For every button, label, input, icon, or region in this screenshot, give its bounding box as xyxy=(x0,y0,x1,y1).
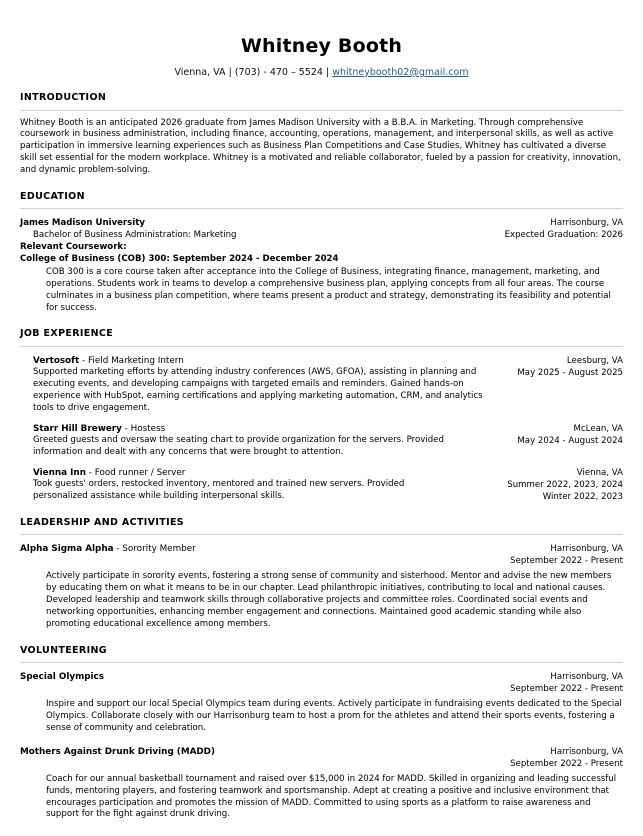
job-org: Vienna Inn xyxy=(33,467,86,478)
leadership-org: Alpha Sigma Alpha xyxy=(20,544,114,555)
job-role: Food runner / Server xyxy=(94,467,186,478)
education-course-description: COB 300 is a core course taken after acceptance into the College of Business, integrating finance, management, marketing, and operations. Students work in teams to develop a comprehensive business plan, applying concepts from all four areas. The course culminates in a business plan competition, where teams present a product and strategy, demonstrating its feasibility and potential for success. xyxy=(46,267,611,313)
leadership-header-row xyxy=(20,543,623,567)
job-sep: - xyxy=(85,467,95,478)
contact-phone: (703) - 470 – 5524 xyxy=(234,66,323,78)
volunteering-location: Harrisonburg, VA xyxy=(550,746,623,757)
job-dates: May 2025 - August 2025 xyxy=(517,368,623,379)
education-row-degree xyxy=(20,229,623,241)
contact-line xyxy=(20,57,623,78)
job-description: Supported marketing efforts by attending industry conferences (AWS, GFOA), assisting in planning and executing events, and developing campaigns with targeted emails and reminders. Gained hands-on experience with HubSpot, earning certifications and applying marketing automation, CRM, and analytics tools to drive engagement. xyxy=(33,367,483,413)
leadership-title-line xyxy=(20,543,498,555)
volunteering-entry xyxy=(20,663,623,735)
section-heading-leadership: LEADERSHIP AND ACTIVITIES xyxy=(20,517,185,528)
section-heading-education: EDUCATION xyxy=(20,190,85,202)
job-location: Vienna, VA xyxy=(576,467,623,478)
education-graduation: Expected Graduation: 2026 xyxy=(504,229,623,240)
education-row-school xyxy=(20,217,623,229)
volunteering-header-row xyxy=(20,746,623,770)
job-body-row xyxy=(20,479,623,503)
job-entry xyxy=(20,459,623,503)
leadership-dates: September 2022 - Present xyxy=(510,556,623,567)
job-description: Greeted guests and oversaw the seating chart to provide organization for the servers. Provided information and dealt with any concerns that were brought to attention. xyxy=(33,434,444,457)
leadership-role: Sorority Member xyxy=(122,544,196,555)
volunteering-dates: September 2022 - Present xyxy=(510,684,623,695)
job-entry xyxy=(20,415,623,459)
volunteering-title-line xyxy=(20,746,498,758)
section-heading-introduction: INTRODUCTION xyxy=(20,92,107,104)
email-link[interactable]: whitneybooth02@gmail.com xyxy=(332,66,469,78)
job-location: McLean, VA xyxy=(573,423,623,434)
job-role: Field Marketing Intern xyxy=(87,355,184,366)
job-header-row xyxy=(20,423,623,435)
volunteering-header-row xyxy=(20,671,623,695)
page-title: Whitney Booth xyxy=(240,35,403,57)
education-entry xyxy=(20,209,623,315)
job-dates: Summer 2022, 2023, 2024 xyxy=(507,479,623,490)
job-sep: - xyxy=(79,355,88,366)
job-description: Took guests' orders, restocked inventory, mentored and trained new servers. Provided personalized assistance while building interpersonal skills. xyxy=(33,478,405,501)
volunteering-dates: September 2022 - Present xyxy=(510,758,623,769)
section-heading-volunteering: VOLUNTEERING xyxy=(20,644,107,656)
job-title-line xyxy=(33,355,555,367)
job-header-row xyxy=(20,355,623,367)
job-sep: - xyxy=(121,423,131,434)
contact-location: Vienna, VA xyxy=(174,66,226,78)
volunteering-org: Mothers Against Drunk Driving (MADD) xyxy=(20,746,216,757)
volunteering-description: Inspire and support our local Special Olympics team during events. Actively participate in fundraising events dedicated to the Special Olympics. Collaborate closely with our Harrisonburg team to host a prom for the athletes and attend their sports events, fostering a sense of community and celebration. xyxy=(46,699,622,733)
job-org: Starr Hill Brewery xyxy=(33,423,122,434)
introduction-paragraph: Whitney Booth is an anticipated 2026 graduate from James Madison University with a B.B.A. in Marketing. Through comprehensive coursework in business administration, including finance, accounting, operations, management, and interpersonal skills, as well as active participation in immersive learning experiences such as Business Plan Competitions and Case Studies, Whitney has cultivated a diverse skill set essential for the modern workplace. Whitney is a motivated and reliable collaborator, fueled by a passion for creativity, innovation, and dynamic problem-solving. xyxy=(20,117,621,175)
leadership-location: Harrisonburg, VA xyxy=(550,544,623,555)
section-heading-job-experience: JOB EXPERIENCE xyxy=(20,328,114,340)
volunteering-entry xyxy=(20,735,623,822)
job-title-line xyxy=(33,423,562,435)
leadership-description: Actively participate in sorority events, fostering a strong sense of community and sisterhood. Mentor and advise the new members by educating them on what it means to be in our chapter. Lead philanthropic initiatives, contributing to local and national causes. Developed leadership and teamwork skills through collaborative projects and committee roles. Coordinated social events and networking opportunities, enhancing member engagement and connections. Maintained good academic standing while also promoting educational excellence among members. xyxy=(46,571,612,629)
job-header-row xyxy=(20,467,623,479)
contact-sep-1: | xyxy=(225,66,235,78)
education-course-title: College of Business (COB) 300: September 2024 - December 2024 xyxy=(20,253,339,264)
job-location: Leesburg, VA xyxy=(566,355,623,366)
job-title-line xyxy=(33,467,565,479)
volunteering-description: Coach for our annual basketball tournament and raised over $15,000 in 2024 for MADD. Skilled in organizing and leading successful funds, mentoring players, and fostering teamwork and sportsmanship. Adept at creating a positive and inclusive environment that encourages participation and promotes the mission of MADD. Committed to using sports as a platform to raise awareness and support for the fight against drunk driving. xyxy=(46,773,617,820)
volunteering-title-line xyxy=(20,671,498,683)
leadership-entry xyxy=(20,535,623,630)
job-dates-secondary: Winter 2022, 2023 xyxy=(542,491,623,502)
job-body-row xyxy=(20,367,623,414)
education-school: James Madison University xyxy=(20,217,145,228)
leadership-sep: - xyxy=(113,544,123,555)
volunteering-location: Harrisonburg, VA xyxy=(550,672,623,683)
job-role: Hostess xyxy=(130,423,166,434)
contact-sep-2: | xyxy=(322,66,333,78)
job-entry xyxy=(20,347,623,415)
education-degree: Bachelor of Business Administration: Marketing xyxy=(33,229,237,240)
volunteering-org: Special Olympics xyxy=(20,672,104,683)
job-dates: May 2024 - August 2024 xyxy=(517,435,623,446)
job-body-row xyxy=(20,435,623,459)
job-org: Vertosoft xyxy=(33,355,80,366)
education-school-location: Harrisonburg, VA xyxy=(550,217,623,228)
education-coursework-label: Relevant Coursework: xyxy=(20,241,127,252)
